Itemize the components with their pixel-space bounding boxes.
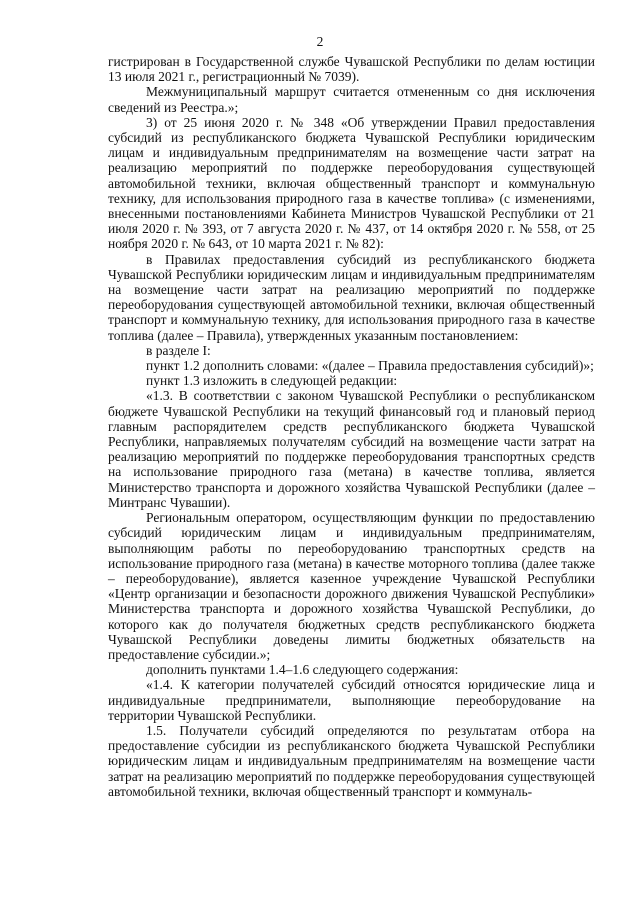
page-number: 2 — [316, 34, 324, 49]
paragraph-item-3: 3) от 25 июня 2020 г. № 348 «Об утверждении Правил предоставления субсидий из республиканского бюджета Чувашской Республики юридическим лицам и индивидуальным предпринимателям на возмещение части затрат на реализацию мероприятий по поддержке переоборудования существующей автомобильной техники, включая общественный транспорт и коммунальную технику, для использования природного газа в качестве топлива» (с изменениями, внесенными постановлениями Кабинета Министров Чувашской Республики от 21 июля 2020 г. № 393, от 7 августа 2020 г. № 437, от 14 октября 2020 г. № 558, от 25 ноября 2020 г. № 643, от 10 марта 2021 г. № 82): — [108, 114, 595, 252]
paragraph-regional-operator: Региональным оператором, осуществляющим функции по предоставлению субсидий юридическим лицам и индивидуальным предпринимателям, выполняющим работы по переоборудованию транспортных средств на использование природного газа (метана) в качестве моторного топлива (далее также – переоборудование), является казенное учреждение Чувашской Республики «Центр организации и безопасности дорожного движения Чувашской Республики» Министерства транспорта и дорожного хозяйства Чувашской Республики, до которого как до получателя бюджетных средств республиканского бюджета Чувашской Республики доведены лимиты бюджетных обязательств на предоставление субсидии.»; — [108, 510, 595, 662]
paragraph-add-points: дополнить пунктами 1.4–1.6 следующего содержания: — [146, 662, 459, 678]
paragraph-point-1-3-intro: пункт 1.3 изложить в следующей редакции: — [146, 373, 398, 389]
paragraph-rules-intro: в Правилах предоставления субсидий из республиканского бюджета Чувашской Республики юридическим лицам и индивидуальным предпринимателям на возмещение части затрат на реализацию мероприятий по поддержке переоборудования существующей автомобильной техники, включая общественный транспорт и коммунальную технику, для использования природного газа в качестве топлива (далее – Правила), утвержденных указанным постановлением: — [108, 251, 595, 343]
document-body — [108, 54, 595, 799]
paragraph-point-1-2: пункт 1.2 дополнить словами: «(далее – Правила предоставления субсидий)»; — [146, 358, 594, 374]
paragraph-point-1-5: 1.5. Получатели субсидий определяются по результатам отбора на предоставление субсидии из республиканского бюджета Чувашской Республики юридическим лицам и индивидуальным предпринимателям на возмещение части затрат на реализацию мероприятий по поддержке переоборудования существующей автомобильной техники, включая общественный транспорт и коммуналь- — [108, 722, 595, 799]
paragraph-point-1-3: «1.3. В соответствии с законом Чувашской Республики о республиканском бюджете Чувашской Республики на текущий финансовый год и плановый период главным распорядителем средств республиканского бюджета Чувашской Республики, направляемых получателям субсидий на возмещение части затрат на реализацию мероприятий по поддержке переоборудования транспортных средств на использование природного газа (метана) в качестве топлива, является Министерство транспорта и дорожного хозяйства Чувашской Республики (далее – Минтранс Чувашии). — [108, 388, 595, 510]
paragraph-registration-continuation: гистрирован в Государственной службе Чувашской Республики по делам юстиции 13 июля 2021 г., регистрационный № 7039). — [108, 54, 595, 85]
paragraph-section-1: в разделе I: — [146, 342, 211, 358]
paragraph-route-cancellation: Межмуниципальный маршрут считается отмененным со дня исключения сведений из Реестра.»; — [108, 84, 595, 115]
paragraph-point-1-4: «1.4. К категории получателей субсидий относятся юридические лица и индивидуальные предприниматели, выполняющие переоборудование на территории Чувашской Республики. — [108, 677, 595, 723]
